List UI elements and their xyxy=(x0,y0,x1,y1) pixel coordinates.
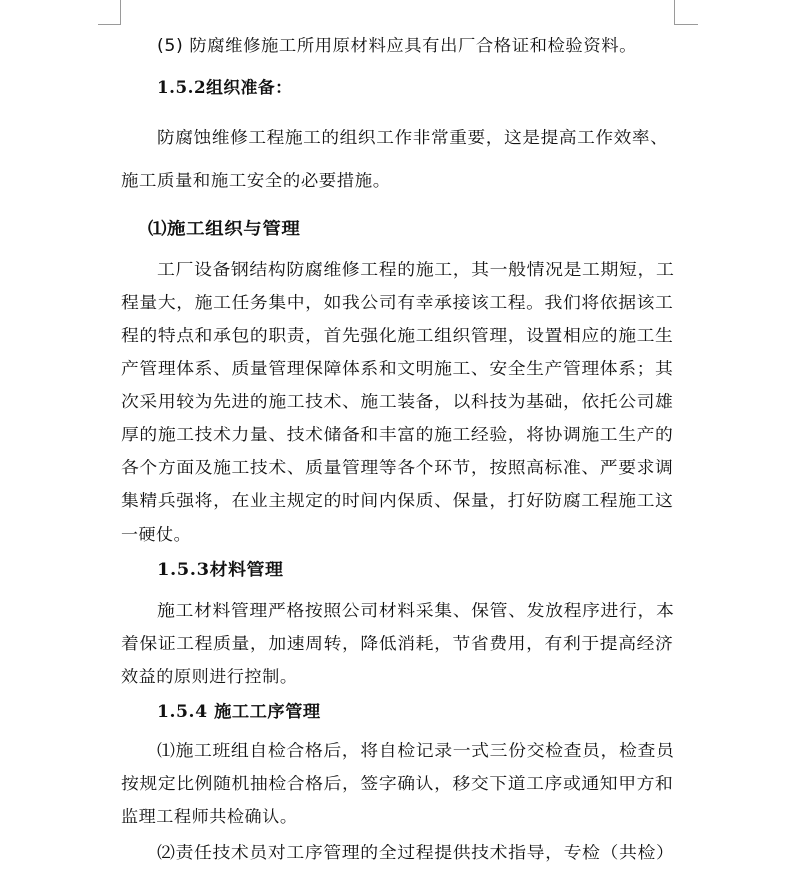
section-heading-1-5-4: 1.5.4 施工工序管理 xyxy=(157,702,321,721)
paragraph-line: ⑵责任技术员对工序管理的全过程提供技术指导，专检（共检） xyxy=(157,843,675,862)
paragraph-line: 施工质量和施工安全的必要措施。 xyxy=(121,171,391,190)
subheading-construction-organization: ⑴施工组织与管理 xyxy=(148,219,301,238)
paragraph-line: 厚的施工技术力量、技术储备和丰富的施工经验，将协调施工生产的 xyxy=(121,425,674,444)
paragraph-line: 工厂设备钢结构防腐维修工程的施工，其一般情况是工期短，工 xyxy=(157,260,675,279)
paragraph-line: 防腐蚀维修工程施工的组织工作非常重要，这是提高工作效率、 xyxy=(157,128,669,147)
page-corner-mark-right xyxy=(674,0,698,25)
paragraph-line: 产管理体系、质量管理保障体系和文明施工、安全生产管理体系；其 xyxy=(121,359,674,378)
paragraph-line: 一硬仗。 xyxy=(121,525,192,544)
paragraph-line: 按规定比例随机抽检合格后，签字确认，移交下道工序或通知甲方和 xyxy=(121,774,674,793)
paragraph-line: 监理工程师共检确认。 xyxy=(121,807,298,826)
paragraph-line: 着保证工程质量，加速周转，降低消耗，节省费用，有利于提高经济 xyxy=(121,634,674,653)
section-heading-1-5-2: 1.5.2组织准备： xyxy=(157,78,293,97)
paragraph-line: 集精兵强将，在业主规定的时间内保质、保量，打好防腐工程施工这 xyxy=(121,491,674,510)
paragraph-line: ⑴施工班组自检合格后，将自检记录一式三份交检查员，检查员 xyxy=(157,741,675,760)
page-corner-mark-left xyxy=(98,0,121,25)
paragraph-line: 各个方面及施工技术、质量管理等各个环节，按照高标准、严要求调 xyxy=(121,458,674,477)
paragraph-line: 次采用较为先进的施工技术、施工装备，以科技为基础，依托公司雄 xyxy=(121,392,674,411)
paragraph-line: 程量大，施工任务集中，如我公司有幸承接该工程。我们将依据该工 xyxy=(121,293,674,312)
paragraph-line: 程的特点和承包的职责，首先强化施工组织管理，设置相应的施工生 xyxy=(121,326,674,345)
section-heading-1-5-3: 1.5.3材料管理 xyxy=(157,560,284,579)
paragraph-line: 效益的原则进行控制。 xyxy=(121,667,298,686)
list-item-5: (5) 防腐维修施工所用原材料应具有出厂合格证和检验资料。 xyxy=(157,36,638,55)
paragraph-line: 施工材料管理严格按照公司材料采集、保管、发放程序进行，本 xyxy=(157,601,675,620)
